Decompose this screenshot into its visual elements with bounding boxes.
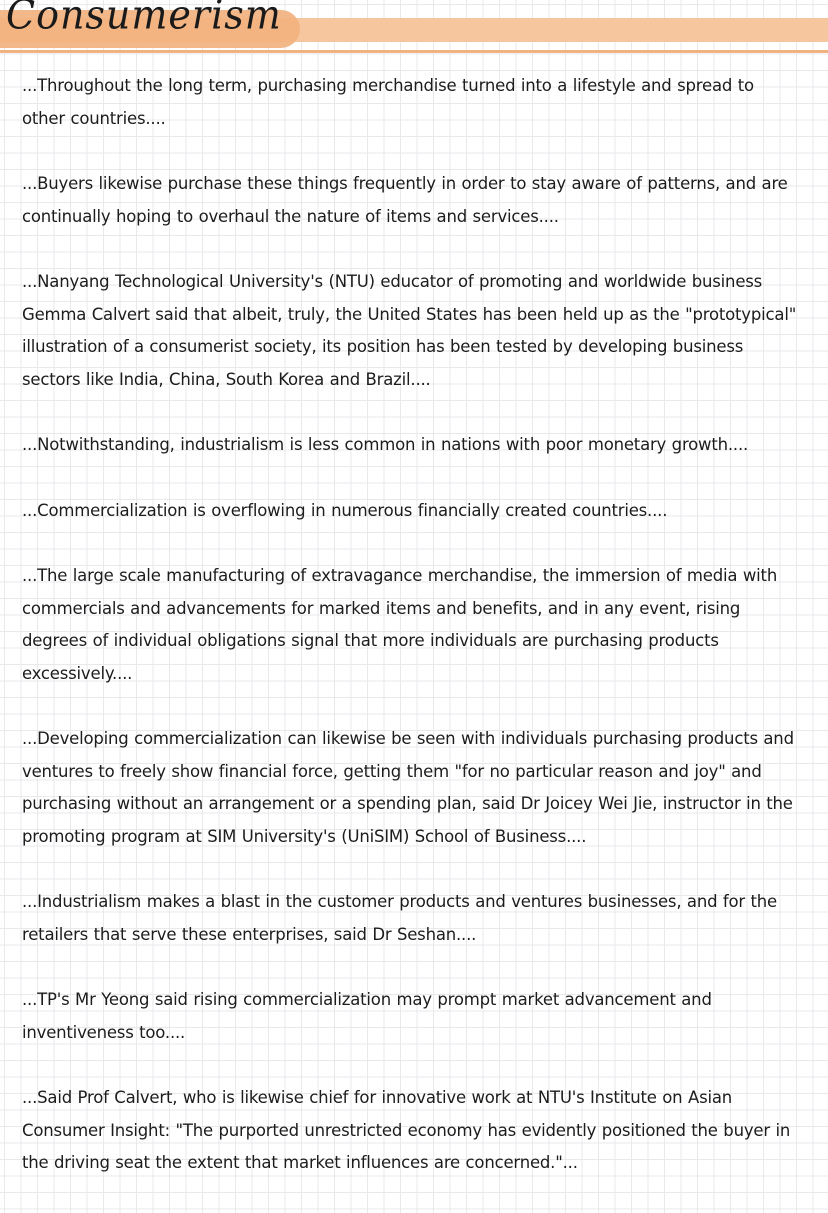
note-paragraph-1: ...Throughout the long term, purchasing merchandise turned into a lifestyle and spread to other countries.... xyxy=(22,76,754,128)
title-underline xyxy=(0,50,828,53)
note-paragraph-2: ...Buyers likewise purchase these things frequently in order to stay aware of patterns, and are continually hoping to overhaul the nature of items and services.... xyxy=(22,174,788,226)
note-paragraph-9: ...TP's Mr Yeong said rising commercialization may prompt market advancement and inventiveness too.... xyxy=(22,990,712,1042)
note-paragraph-3: ...Nanyang Technological University's (NTU) educator of promoting and worldwide business Gemma Calvert said that albeit, truly, the United States has been held up as the "prototypical" illustration of a consumerist society, its position has been tested by developing business sectors like India, China, South Korea and Brazil.... xyxy=(22,272,797,389)
notes-body xyxy=(22,70,802,1213)
note-paragraph-4: ...Notwithstanding, industrialism is less common in nations with poor monetary growth.... xyxy=(22,435,749,454)
note-paragraph-5: ...Commercialization is overflowing in numerous financially created countries.... xyxy=(22,500,668,520)
page-title: Consumerism xyxy=(6,0,282,39)
note-paragraph-8: ...Industrialism makes a blast in the customer products and ventures businesses, and for the retailers that serve these enterprises, said Dr Seshan.... xyxy=(22,892,778,944)
note-paragraph-6: ...The large scale manufacturing of extravagance merchandise, the immersion of media with commercials and advancements for marked items and benefits, and in any event, rising degrees of individual obligations signal that more individuals are purchasing products excessively.... xyxy=(22,566,778,683)
title-header xyxy=(0,0,828,60)
note-paragraph-7: ...Developing commercialization can likewise be seen with individuals purchasing products and ventures to freely show financial force, getting them "for no particular reason and joy" and purchasing without an arrangement or a spending plan, said Dr Joicey Wei Jie, instructor in the promoting program at SIM University's (UniSIM) School of Business.... xyxy=(22,729,794,846)
note-paragraph-10: ...Said Prof Calvert, who is likewise chief for innovative work at NTU's Institute on Asian Consumer Insight: "The purported unrestricted economy has evidently positioned the buyer in the driving seat the extent that market influences are concerned."... xyxy=(22,1088,791,1172)
